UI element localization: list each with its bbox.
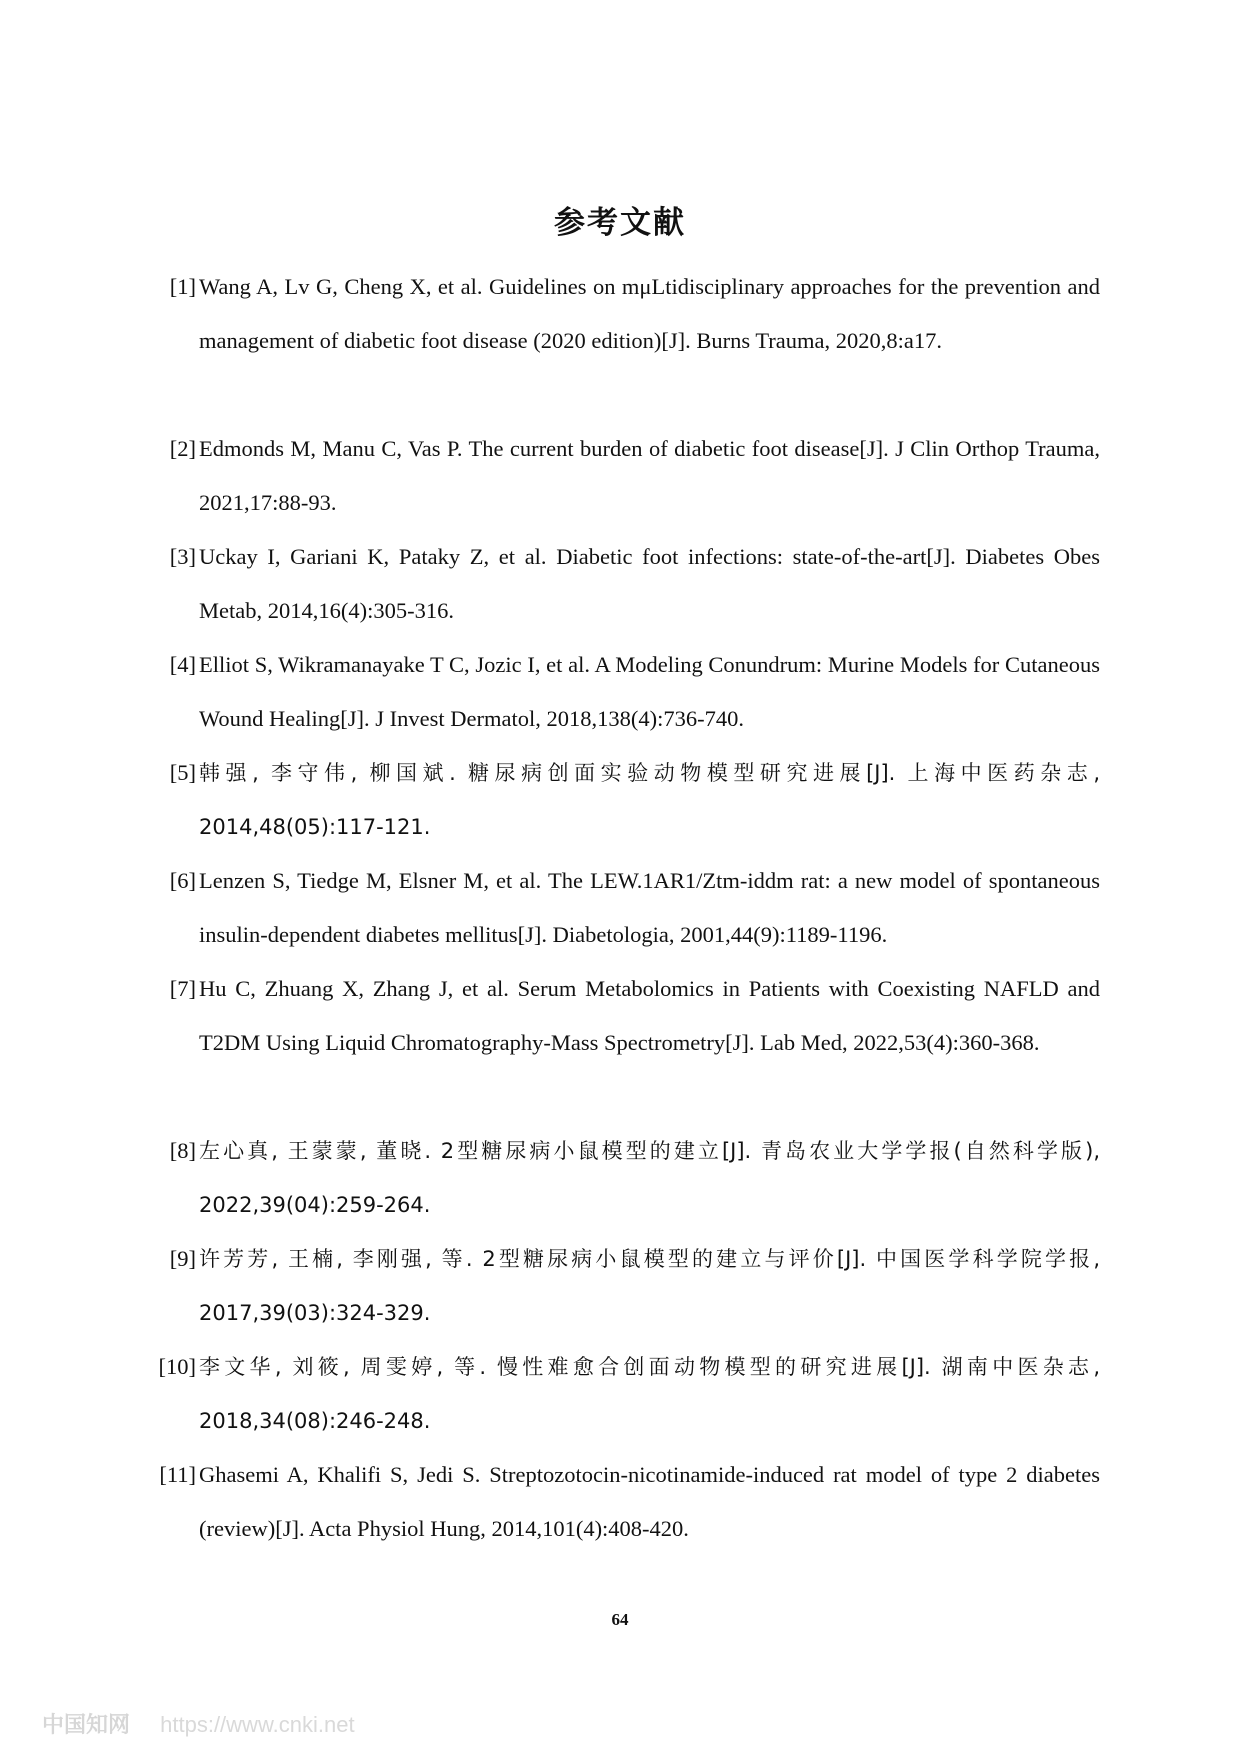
reference-number: [2]: [169, 436, 196, 461]
reference-text: 韩强, 李守伟, 柳国斌. 糖尿病创面实验动物模型研究进展[J]. 上海中医药杂志, 2014,48(05):117-121.: [199, 761, 1100, 839]
reference-text: Edmonds M, Manu C, Vas P. The current burden of diabetic foot disease[J]. J Clin Orthop Trauma, 2021,17:88-93.: [199, 436, 1100, 515]
reference-text: Wang A, Lv G, Cheng X, et al. Guidelines on mμLtidisciplinary approaches for the prevention and management of diabetic foot disease (2020 edition)[J]. Burns Trauma, 2020,8:a17.: [199, 274, 1100, 353]
reference-item-2: [140, 422, 1100, 530]
reference-text: Uckay I, Gariani K, Pataky Z, et al. Diabetic foot infections: state-of-the-art[J]. Diabetes Obes Metab, 2014,16(4):305-316.: [199, 544, 1100, 623]
reference-number: [11]: [159, 1462, 196, 1487]
reference-text: Elliot S, Wikramanayake T C, Jozic I, et al. A Modeling Conundrum: Murine Models for Cutaneous Wound Healing[J]. J Invest Dermatol, 2018,138(4):736-740.: [199, 652, 1100, 731]
reference-number: [6]: [169, 868, 196, 893]
reference-number: [5]: [169, 760, 196, 785]
reference-number: [10]: [158, 1354, 196, 1379]
reference-item-10: [140, 1340, 1100, 1448]
reference-number: [9]: [169, 1246, 196, 1271]
reference-text: 左心真, 王蒙蒙, 董晓. 2型糖尿病小鼠模型的建立[J]. 青岛农业大学学报(自然科学版), 2022,39(04):259-264.: [199, 1139, 1100, 1217]
reference-number: [4]: [169, 652, 196, 677]
watermark: [42, 1708, 355, 1739]
cnki-logo-text: 中国知网: [42, 1713, 131, 1738]
reference-text: 许芳芳, 王楠, 李刚强, 等. 2型糖尿病小鼠模型的建立与评价[J]. 中国医学科学院学报, 2017,39(03):324-329.: [199, 1247, 1100, 1325]
reference-number: [1]: [169, 274, 196, 299]
reference-number: [7]: [169, 976, 196, 1001]
watermark-url: https://www.cnki.net: [160, 1712, 355, 1737]
reference-item-6: [140, 854, 1100, 962]
reference-text: Lenzen S, Tiedge M, Elsner M, et al. The LEW.1AR1/Ztm-iddm rat: a new model of spontaneous insulin-dependent diabetes mellitus[J]. Diabetologia, 2001,44(9):1189-1196.: [199, 868, 1100, 947]
reference-item-7: [140, 962, 1100, 1124]
reference-item-11: [140, 1448, 1100, 1556]
reference-item-3: [140, 530, 1100, 638]
reference-item-8: [140, 1124, 1100, 1232]
reference-item-9: [140, 1232, 1100, 1340]
reference-item-5: [140, 746, 1100, 854]
reference-item-4: [140, 638, 1100, 746]
reference-number: [3]: [169, 544, 196, 569]
page-number: 64: [611, 1610, 629, 1629]
reference-number: [8]: [169, 1138, 196, 1163]
reference-text: 李文华, 刘筱, 周雯婷, 等. 慢性难愈合创面动物模型的研究进展[J]. 湖南中医杂志, 2018,34(08):246-248.: [199, 1355, 1100, 1433]
reference-text: Hu C, Zhuang X, Zhang J, et al. Serum Metabolomics in Patients with Coexisting NAFLD and T2DM Using Liquid Chromatography-Mass Spectrometry[J]. Lab Med, 2022,53(4):360-368.: [199, 976, 1100, 1055]
reference-item-1: [140, 260, 1100, 422]
reference-text: Ghasemi A, Khalifi S, Jedi S. Streptozotocin-nicotinamide-induced rat model of type 2 diabetes (review)[J]. Acta Physiol Hung, 2014,101(4):408-420.: [199, 1462, 1100, 1541]
page-title: 参考文献: [554, 205, 686, 241]
reference-list: [140, 260, 1100, 1556]
